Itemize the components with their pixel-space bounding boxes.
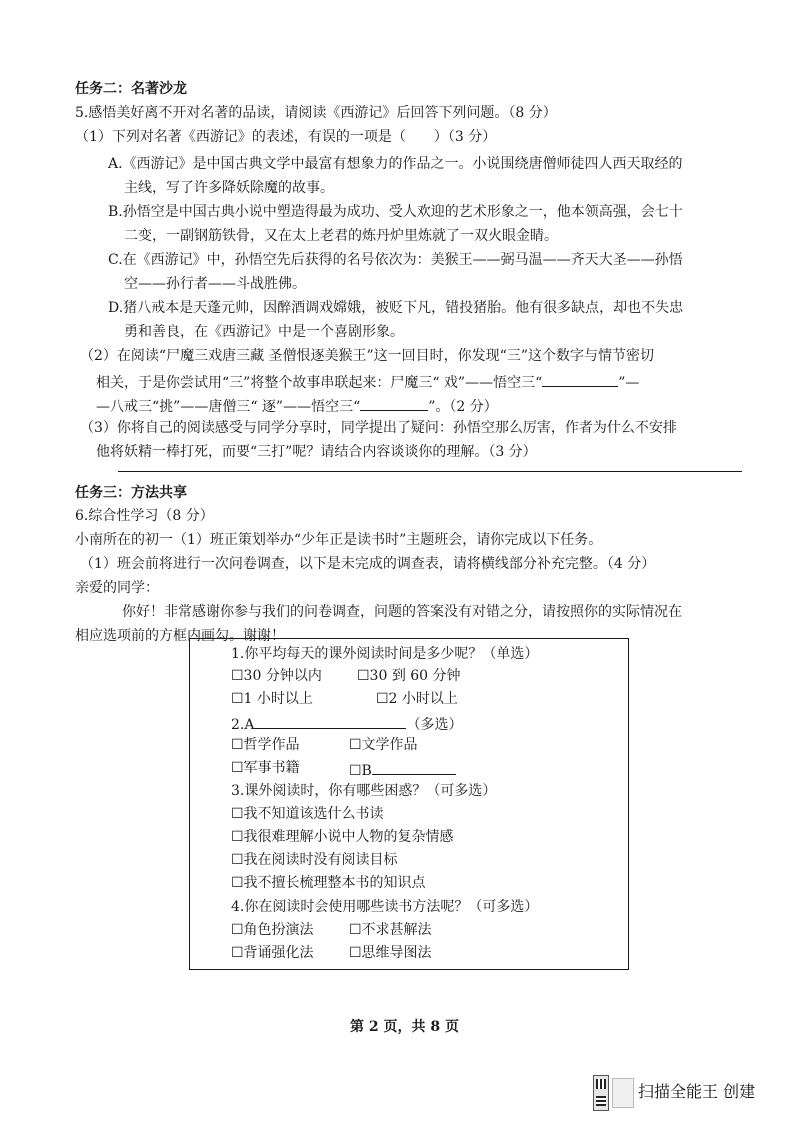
survey-q1-option-4[interactable]: ☐2 小时以上: [376, 691, 458, 707]
q5-option-b-line2: 二变，一副钢筋铁骨，又在太上老君的炼丹炉里炼就了一双火眼金睛。: [124, 228, 558, 244]
survey-q4: 4.你在阅读时会使用哪些读书方法呢？（可多选）: [231, 899, 539, 915]
survey-q2-option-4[interactable]: ☐B: [349, 760, 456, 780]
q5-option-c-line2: 空——孙行者——斗战胜佛。: [124, 276, 306, 292]
survey-q2-option-1[interactable]: ☐哲学作品: [231, 737, 300, 753]
scanner-watermark: 扫描全能王 创建: [638, 1082, 756, 1101]
survey-q1-option-2[interactable]: ☐30 到 60 分钟: [357, 668, 461, 684]
survey-q3-option-3[interactable]: ☐我在阅读时没有阅读目标: [231, 852, 398, 868]
q5-option-a-line1: A.《西游记》是中国古典文学中最富有想象力的作品之一。小说围绕唐僧师徒四人西天取经的: [108, 156, 683, 172]
answer-blank-1[interactable]: [542, 372, 618, 387]
q5-sub2-line3: —八戒三“挑”——唐僧三“ 逐”——悟空三“ ”。（2 分）: [96, 396, 498, 416]
qr-code-icon: [593, 1075, 609, 1111]
answer-blank-2[interactable]: [360, 396, 428, 411]
survey-blank-a[interactable]: [254, 714, 406, 729]
q5-option-a-line2: 主线，写了许多降妖除魔的故事。: [124, 180, 334, 196]
q5-option-d-line1: D.猪八戒本是天蓬元帅，因醉酒调戏嫦娥，被贬下凡，错投猪胎。他有很多缺点，却也不失忠: [108, 300, 684, 316]
survey-q2: 2.A （多选）: [231, 714, 462, 734]
survey-q3-option-2[interactable]: ☐我很难理解小说中人物的复杂情感: [231, 829, 454, 845]
survey-q2-option-2[interactable]: ☐文学作品: [349, 737, 418, 753]
survey-q3-option-1[interactable]: ☐我不知道该选什么书读: [231, 806, 384, 822]
survey-q2-option-3[interactable]: ☐军事书籍: [231, 760, 300, 776]
survey-greeting: 亲爱的同学：: [75, 580, 159, 596]
q5-sub3-line1: （3）你将自己的阅读感受与同学分享时，同学提出了疑问：孙悟空那么厉害，作者为什么不安排: [80, 420, 677, 436]
survey-intro-line1: 你好！非常感谢你参与我们的问卷调查，问题的答案没有对错之分，请按照你的实际情况在: [122, 604, 682, 620]
task3-heading: 任务三：方法共享: [75, 485, 187, 501]
q6-sub1: （1）班会前将进行一次问卷调查，以下是未完成的调查表，请将横线部分补充完整。（4 分）: [80, 556, 656, 572]
scanner-logo-icon: [612, 1078, 634, 1108]
q5-sub2-line1: （2）在阅读“尸魔三戏唐三藏 圣僧恨逐美猴王”这一回目时，你发现“三”这个数字与情节密切: [80, 348, 654, 364]
survey-intro-line2: 相应选项前的方框内画勾。谢谢！: [75, 628, 285, 644]
survey-q3-option-4[interactable]: ☐我不擅长梳理整本书的知识点: [231, 875, 426, 891]
survey-q4-option-2[interactable]: ☐不求甚解法: [349, 922, 432, 938]
survey-q3: 3.课外阅读时，你有哪些困惑？（可多选）: [231, 783, 497, 799]
q5-option-c-line1: C.在《西游记》中，孙悟空先后获得的名号依次为：美猴王——弼马温——齐天大圣——孙悟: [108, 252, 683, 268]
survey-q4-option-4[interactable]: ☐思维导图法: [349, 945, 432, 961]
q5-option-b-line1: B.孙悟空是中国古典小说中塑造得最为成功、受人欢迎的艺术形象之一，他本领高强，会七十: [108, 204, 683, 220]
survey-box: [189, 638, 629, 970]
task2-heading: 任务二：名著沙龙: [75, 81, 187, 97]
survey-q1-option-1[interactable]: ☐30 分钟以内: [231, 668, 322, 684]
q6-intro: 小南所在的初一（1）班正策划举办“少年正是读书时”主题班会，请你完成以下任务。: [75, 532, 603, 548]
survey-blank-b[interactable]: [372, 760, 456, 775]
answer-line[interactable]: [118, 471, 742, 472]
q5-sub3-line2: 他将妖精一棒打死，而要“三打”呢？请结合内容谈谈你的理解。（3 分）: [96, 444, 537, 460]
survey-q4-option-3[interactable]: ☐背诵强化法: [231, 945, 314, 961]
q5-sub2-line2: 相关，于是你尝试用“三”将整个故事串联起来：尸魔三“ 戏”——悟空三“ ”—: [96, 372, 639, 392]
page-number: 第 2 页，共 8 页: [350, 1019, 459, 1035]
survey-q1-option-3[interactable]: ☐1 小时以上: [231, 691, 313, 707]
q5-option-d-line2: 勇和善良，在《西游记》中是一个喜剧形象。: [124, 324, 404, 340]
q5-stem: 5.感悟美好离不开对名著的品读，请阅读《西游记》后回答下列问题。（8 分）: [75, 105, 557, 121]
survey-q1: 1.你平均每天的课外阅读时间是多少呢？（单选）: [231, 646, 539, 662]
q6-stem: 6.综合性学习（8 分）: [75, 508, 214, 524]
survey-q4-option-1[interactable]: ☐角色扮演法: [231, 922, 314, 938]
q5-sub1-stem: （1）下列对名著《西游记》的表述，有误的一项是（ ）（3 分）: [75, 129, 497, 145]
